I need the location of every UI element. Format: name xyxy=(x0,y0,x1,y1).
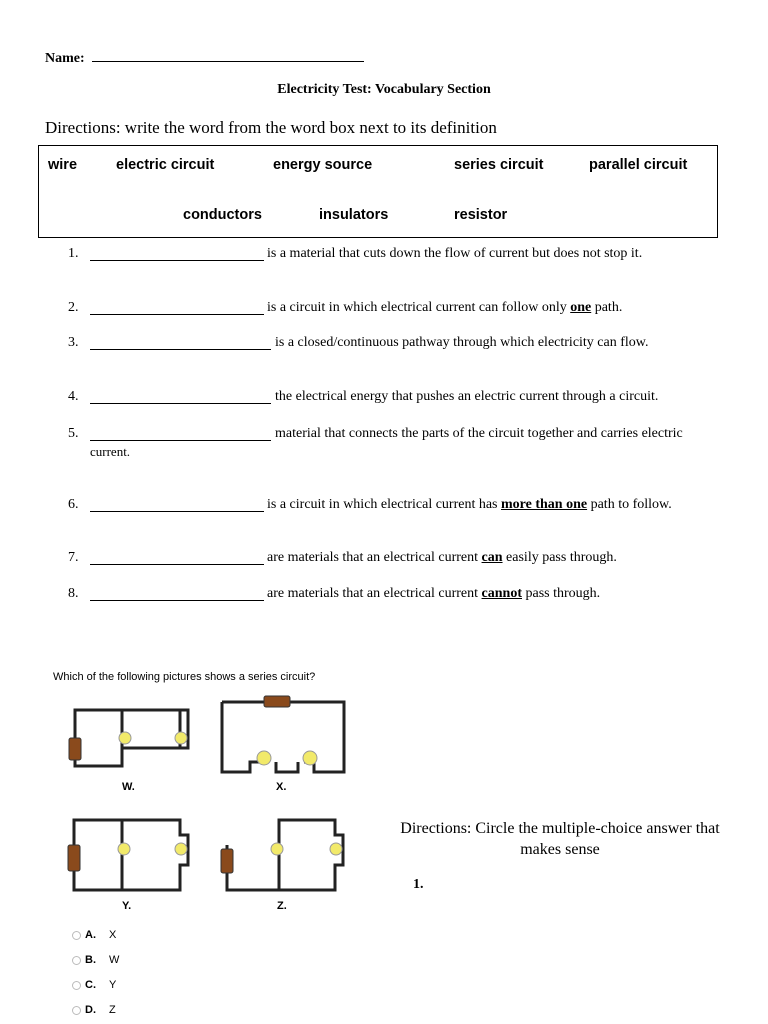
question-emphasis: one xyxy=(570,300,592,315)
word-wire: wire xyxy=(48,157,78,173)
page-title: Electricity Test: Vocabulary Section xyxy=(277,82,491,97)
question-number: 4. xyxy=(68,389,79,404)
circuit-x-diagram xyxy=(218,692,350,778)
option-letter: D. xyxy=(85,1004,96,1016)
answer-blank[interactable] xyxy=(90,564,264,565)
word-energy-source: energy source xyxy=(273,157,373,173)
battery-icon xyxy=(221,849,233,873)
answer-blank[interactable] xyxy=(90,511,264,512)
option-c[interactable] xyxy=(72,979,116,991)
circuit-w-diagram xyxy=(60,700,200,770)
question-text-post: path. xyxy=(591,300,623,315)
option-text: W xyxy=(109,954,120,966)
name-blank[interactable] xyxy=(92,47,364,62)
battery-icon xyxy=(264,696,290,707)
option-letter: A. xyxy=(85,929,96,941)
question-emphasis: cannot xyxy=(481,586,522,601)
radio-icon[interactable] xyxy=(72,1006,81,1015)
question-text-pre: is a circuit in which electrical current can follow only xyxy=(267,300,571,315)
question-number: 6. xyxy=(68,497,79,512)
question-text xyxy=(267,586,600,602)
bulb-icon xyxy=(330,843,342,855)
option-text: Y xyxy=(109,979,117,991)
question-emphasis: can xyxy=(481,550,503,565)
battery-icon xyxy=(68,845,80,871)
bulb-icon xyxy=(303,751,317,765)
question-number: 8. xyxy=(68,586,79,601)
option-b[interactable] xyxy=(72,954,119,966)
question-text-pre: are materials that an electrical current xyxy=(267,550,482,565)
name-field[interactable] xyxy=(45,47,364,67)
bulb-icon xyxy=(175,732,187,744)
word-electric-circuit: electric circuit xyxy=(116,157,215,173)
option-letter: B. xyxy=(85,954,96,966)
question-text-post: pass through. xyxy=(522,586,601,601)
question-emphasis: more than one xyxy=(501,497,588,512)
question-text xyxy=(267,300,622,316)
radio-icon[interactable] xyxy=(72,931,81,940)
word-series-circuit: series circuit xyxy=(454,157,544,173)
word-resistor: resistor xyxy=(454,207,508,223)
bulb-icon xyxy=(257,751,271,765)
circuit-z-diagram xyxy=(215,815,355,895)
bulb-icon xyxy=(119,732,131,744)
answer-blank[interactable] xyxy=(90,403,271,404)
question-number: 5. xyxy=(68,426,79,441)
option-a[interactable] xyxy=(72,929,116,941)
directions-text: Directions: write the word from the word box next to its definition xyxy=(45,118,497,137)
question-number: 1. xyxy=(68,246,79,261)
battery-icon xyxy=(69,738,81,760)
circuit-y-diagram xyxy=(60,815,200,895)
answer-blank[interactable] xyxy=(90,349,271,350)
option-letter: C. xyxy=(85,979,96,991)
question-text xyxy=(267,550,617,566)
radio-icon[interactable] xyxy=(72,956,81,965)
bulb-icon xyxy=(118,843,130,855)
word-conductors: conductors xyxy=(183,207,262,223)
word-insulators: insulators xyxy=(319,207,389,223)
figure-label-y: Y. xyxy=(122,900,132,912)
question-text-post: easily pass through. xyxy=(502,550,617,565)
question-text-continued: current. xyxy=(90,444,131,459)
figure-label-x: X. xyxy=(276,781,287,793)
question-text: is a closed/continuous pathway through which electricity can flow. xyxy=(275,335,649,350)
word-box xyxy=(38,145,718,238)
figure-label-z: Z. xyxy=(277,900,287,912)
question-number: 2. xyxy=(68,300,79,315)
question-number: 3. xyxy=(68,335,79,350)
word-parallel-circuit: parallel circuit xyxy=(589,157,688,173)
question-text: material that connects the parts of the circuit together and carries electric xyxy=(275,426,683,441)
answer-blank[interactable] xyxy=(90,314,264,315)
answer-blank[interactable] xyxy=(90,440,271,441)
mc-question: Which of the following pictures shows a series circuit? xyxy=(53,671,316,683)
question-text-pre: are materials that an electrical current xyxy=(267,586,482,601)
mc-directions: Directions: Circle the multiple-choice answer that makes sense xyxy=(400,820,720,858)
bulb-icon xyxy=(175,843,187,855)
question-text: is a material that cuts down the flow of current but does not stop it. xyxy=(267,246,643,261)
name-label: Name: xyxy=(45,51,85,66)
radio-icon[interactable] xyxy=(72,981,81,990)
mc-item-number: 1. xyxy=(413,877,424,892)
figure-label-w: W. xyxy=(122,781,135,793)
question-text: the electrical energy that pushes an electric current through a circuit. xyxy=(275,389,659,404)
question-text-post: path to follow. xyxy=(587,497,672,512)
option-text: Z xyxy=(109,1004,116,1016)
option-d[interactable] xyxy=(72,1004,116,1016)
question-text xyxy=(267,497,672,513)
bulb-icon xyxy=(271,843,283,855)
answer-blank[interactable] xyxy=(90,600,264,601)
option-text: X xyxy=(109,929,117,941)
answer-blank[interactable] xyxy=(90,260,264,261)
question-text-pre: is a circuit in which electrical current has xyxy=(267,497,502,512)
question-number: 7. xyxy=(68,550,79,565)
